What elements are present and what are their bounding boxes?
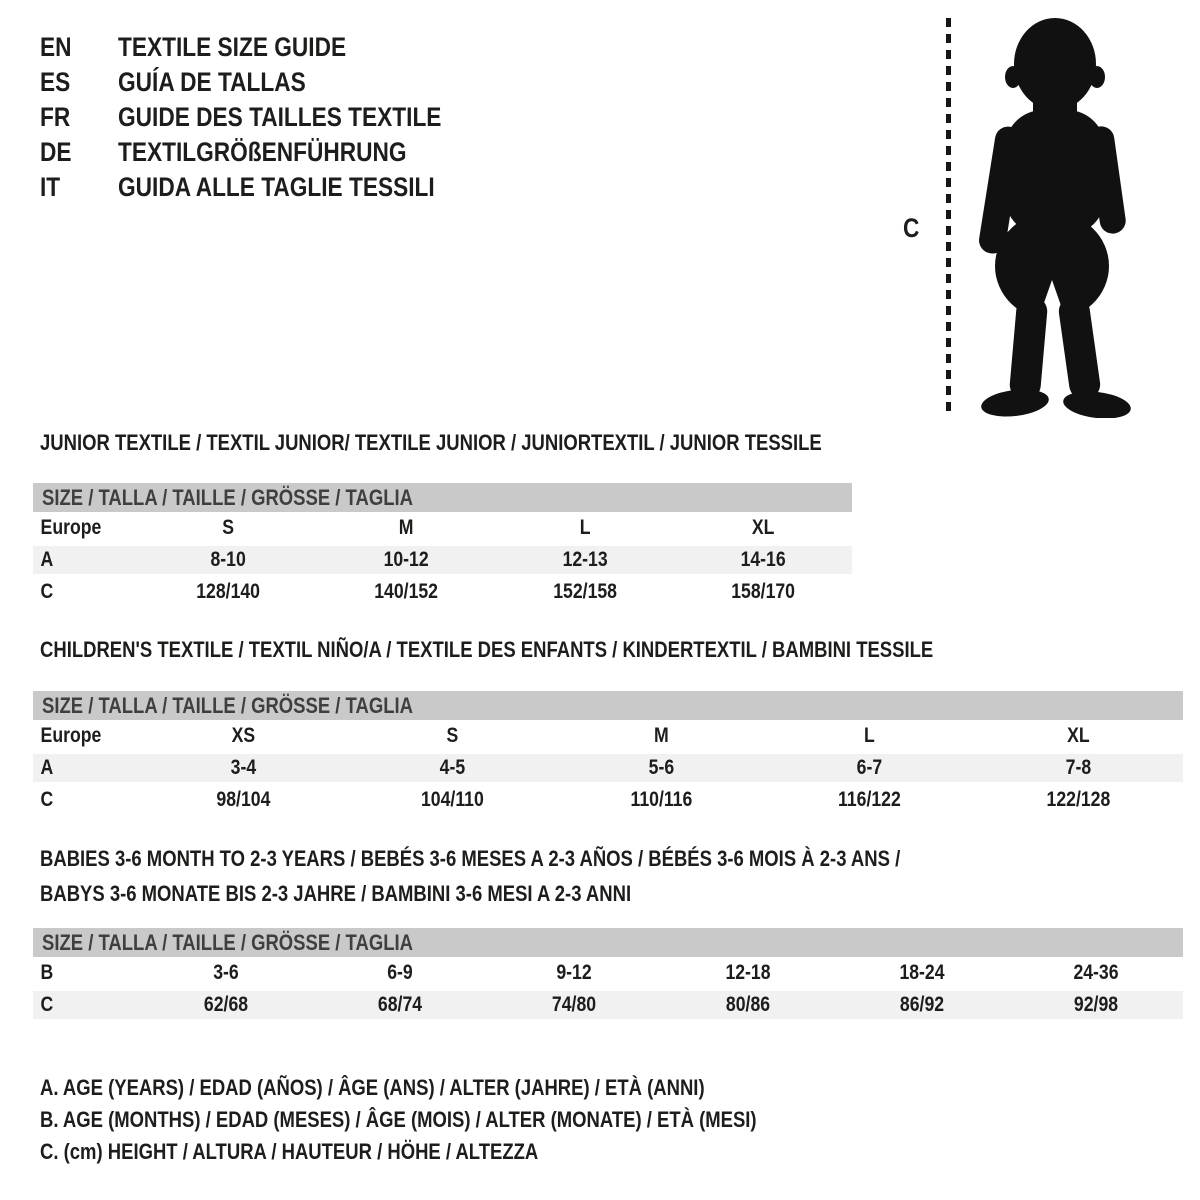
table-row: [33, 752, 1183, 784]
language-list: [40, 30, 503, 205]
row-label: C: [40, 580, 54, 603]
size-cell: 140/152: [374, 580, 439, 603]
language-code: IT: [40, 172, 61, 202]
size-cell: M: [653, 724, 669, 747]
table-row: [33, 512, 852, 544]
size-cell: 8-10: [210, 548, 246, 571]
babies-size-header-label: SIZE / TALLA / TAILLE / GRÖSSE / TAGLIA: [42, 929, 413, 955]
size-cell: 110/116: [630, 788, 692, 811]
size-cell: 4-5: [439, 756, 465, 779]
language-label: GUIDA ALLE TAGLIE TESSILI: [118, 172, 435, 202]
toddler-silhouette: [963, 14, 1138, 423]
row-label: A: [40, 548, 54, 571]
size-cell: 12-18: [725, 961, 771, 984]
footnote-list: [40, 1072, 893, 1168]
size-cell: S: [446, 724, 459, 747]
size-cell: 18-24: [899, 961, 945, 984]
language-label: GUÍA DE TALLAS: [118, 67, 306, 97]
size-cell: 152/158: [552, 580, 617, 603]
size-cell: 7-8: [1065, 756, 1092, 779]
size-cell: 12-13: [562, 548, 608, 571]
section-children: [40, 637, 1103, 663]
row-label: C: [40, 788, 54, 811]
language-code: FR: [40, 102, 71, 132]
size-cell: 116/122: [838, 788, 902, 811]
size-cell: XS: [231, 724, 256, 747]
row-label: B: [40, 961, 54, 984]
babies-section-title-line2: BABYS 3-6 MONATE BIS 2-3 JAHRE / BAMBINI 3-6 MESI A 2-3 ANNI: [40, 881, 632, 906]
size-cell: S: [222, 516, 235, 539]
figure-height-label: C: [903, 213, 920, 243]
language-code: EN: [40, 32, 72, 62]
footnote-b: B. AGE (MONTHS) / EDAD (MESES) / ÂGE (MOIS) / ALTER (MONATE) / ETÀ (MESI): [40, 1107, 757, 1132]
language-code: ES: [40, 67, 71, 97]
children-size-header-bar: [33, 691, 1183, 720]
size-cell: 6-9: [387, 961, 413, 984]
table-row: [33, 720, 1183, 752]
size-cell: 3-6: [213, 961, 239, 984]
row-label: Europe: [40, 516, 102, 539]
row-label: C: [40, 993, 54, 1016]
row-label: Europe: [40, 724, 102, 747]
size-cell: 68/74: [377, 993, 423, 1016]
size-cell: 74/80: [551, 993, 597, 1016]
size-cell: 80/86: [725, 993, 771, 1016]
language-row: [40, 30, 503, 65]
row-label: A: [40, 756, 54, 779]
toddler-silhouette-graphic: [963, 14, 1138, 418]
babies-section-title-line1: BABIES 3-6 MONTH TO 2-3 YEARS / BEBÉS 3-6 MESES A 2-3 AÑOS / BÉBÉS 3-6 MOIS À 2-3 ANS /: [40, 846, 901, 871]
size-cell: L: [579, 516, 591, 539]
size-cell: 104/110: [420, 788, 484, 811]
junior-size-header-label: SIZE / TALLA / TAILLE / GRÖSSE / TAGLIA: [42, 484, 413, 510]
language-label: TEXTILGRÖßENFÜHRUNG: [118, 137, 407, 167]
height-dashed-line: [946, 18, 951, 415]
section-babies: [40, 841, 1064, 911]
size-cell: 10-12: [383, 548, 429, 571]
section-junior: [40, 430, 971, 456]
language-row: [40, 100, 503, 135]
size-cell: 9-12: [556, 961, 592, 984]
junior-section-title: JUNIOR TEXTILE / TEXTIL JUNIOR/ TEXTILE JUNIOR / JUNIORTEXTIL / JUNIOR TESSILE: [40, 430, 822, 455]
size-cell: 24-36: [1073, 961, 1119, 984]
children-size-header-label: SIZE / TALLA / TAILLE / GRÖSSE / TAGLIA: [42, 692, 413, 718]
language-row: [40, 135, 503, 170]
table-row: [33, 957, 1183, 989]
language-code: DE: [40, 137, 72, 167]
language-row: [40, 170, 503, 205]
size-cell: 122/128: [1046, 788, 1111, 811]
babies-size-header-bar: [33, 928, 1183, 957]
table-row: [33, 576, 852, 608]
size-cell: 14-16: [740, 548, 786, 571]
junior-size-header-bar: [33, 483, 852, 512]
size-cell: 128/140: [196, 580, 261, 603]
size-cell: 86/92: [899, 993, 945, 1016]
language-label: TEXTILE SIZE GUIDE: [118, 32, 347, 62]
footnote-a: A. AGE (YEARS) / EDAD (AÑOS) / ÂGE (ANS) / ALTER (JAHRE) / ETÀ (ANNI): [40, 1075, 705, 1100]
size-cell: 98/104: [216, 788, 271, 811]
language-row: [40, 65, 503, 100]
size-cell: M: [399, 516, 414, 539]
size-cell: L: [864, 724, 876, 747]
language-label: GUIDE DES TAILLES TEXTILE: [118, 102, 442, 132]
size-cell: 158/170: [730, 580, 795, 603]
children-section-title: CHILDREN'S TEXTILE / TEXTIL NIÑO/A / TEXTILE DES ENFANTS / KINDERTEXTIL / BAMBINI TESSILE: [40, 637, 934, 662]
footnote-c: C. (cm) HEIGHT / ALTURA / HAUTEUR / HÖHE / ALTEZZA: [40, 1139, 539, 1164]
table-row: [33, 989, 1183, 1021]
children-size-table: [33, 720, 1183, 816]
size-cell: 3-4: [230, 756, 257, 779]
size-cell: 62/68: [203, 993, 249, 1016]
size-cell: 6-7: [857, 756, 883, 779]
junior-size-table: [33, 512, 852, 608]
size-cell: 5-6: [648, 756, 674, 779]
size-cell: XL: [1067, 724, 1090, 747]
babies-size-table: [33, 957, 1183, 1021]
size-cell: 92/98: [1073, 993, 1119, 1016]
table-row: [33, 784, 1183, 816]
size-cell: XL: [751, 516, 775, 539]
table-row: [33, 544, 852, 576]
